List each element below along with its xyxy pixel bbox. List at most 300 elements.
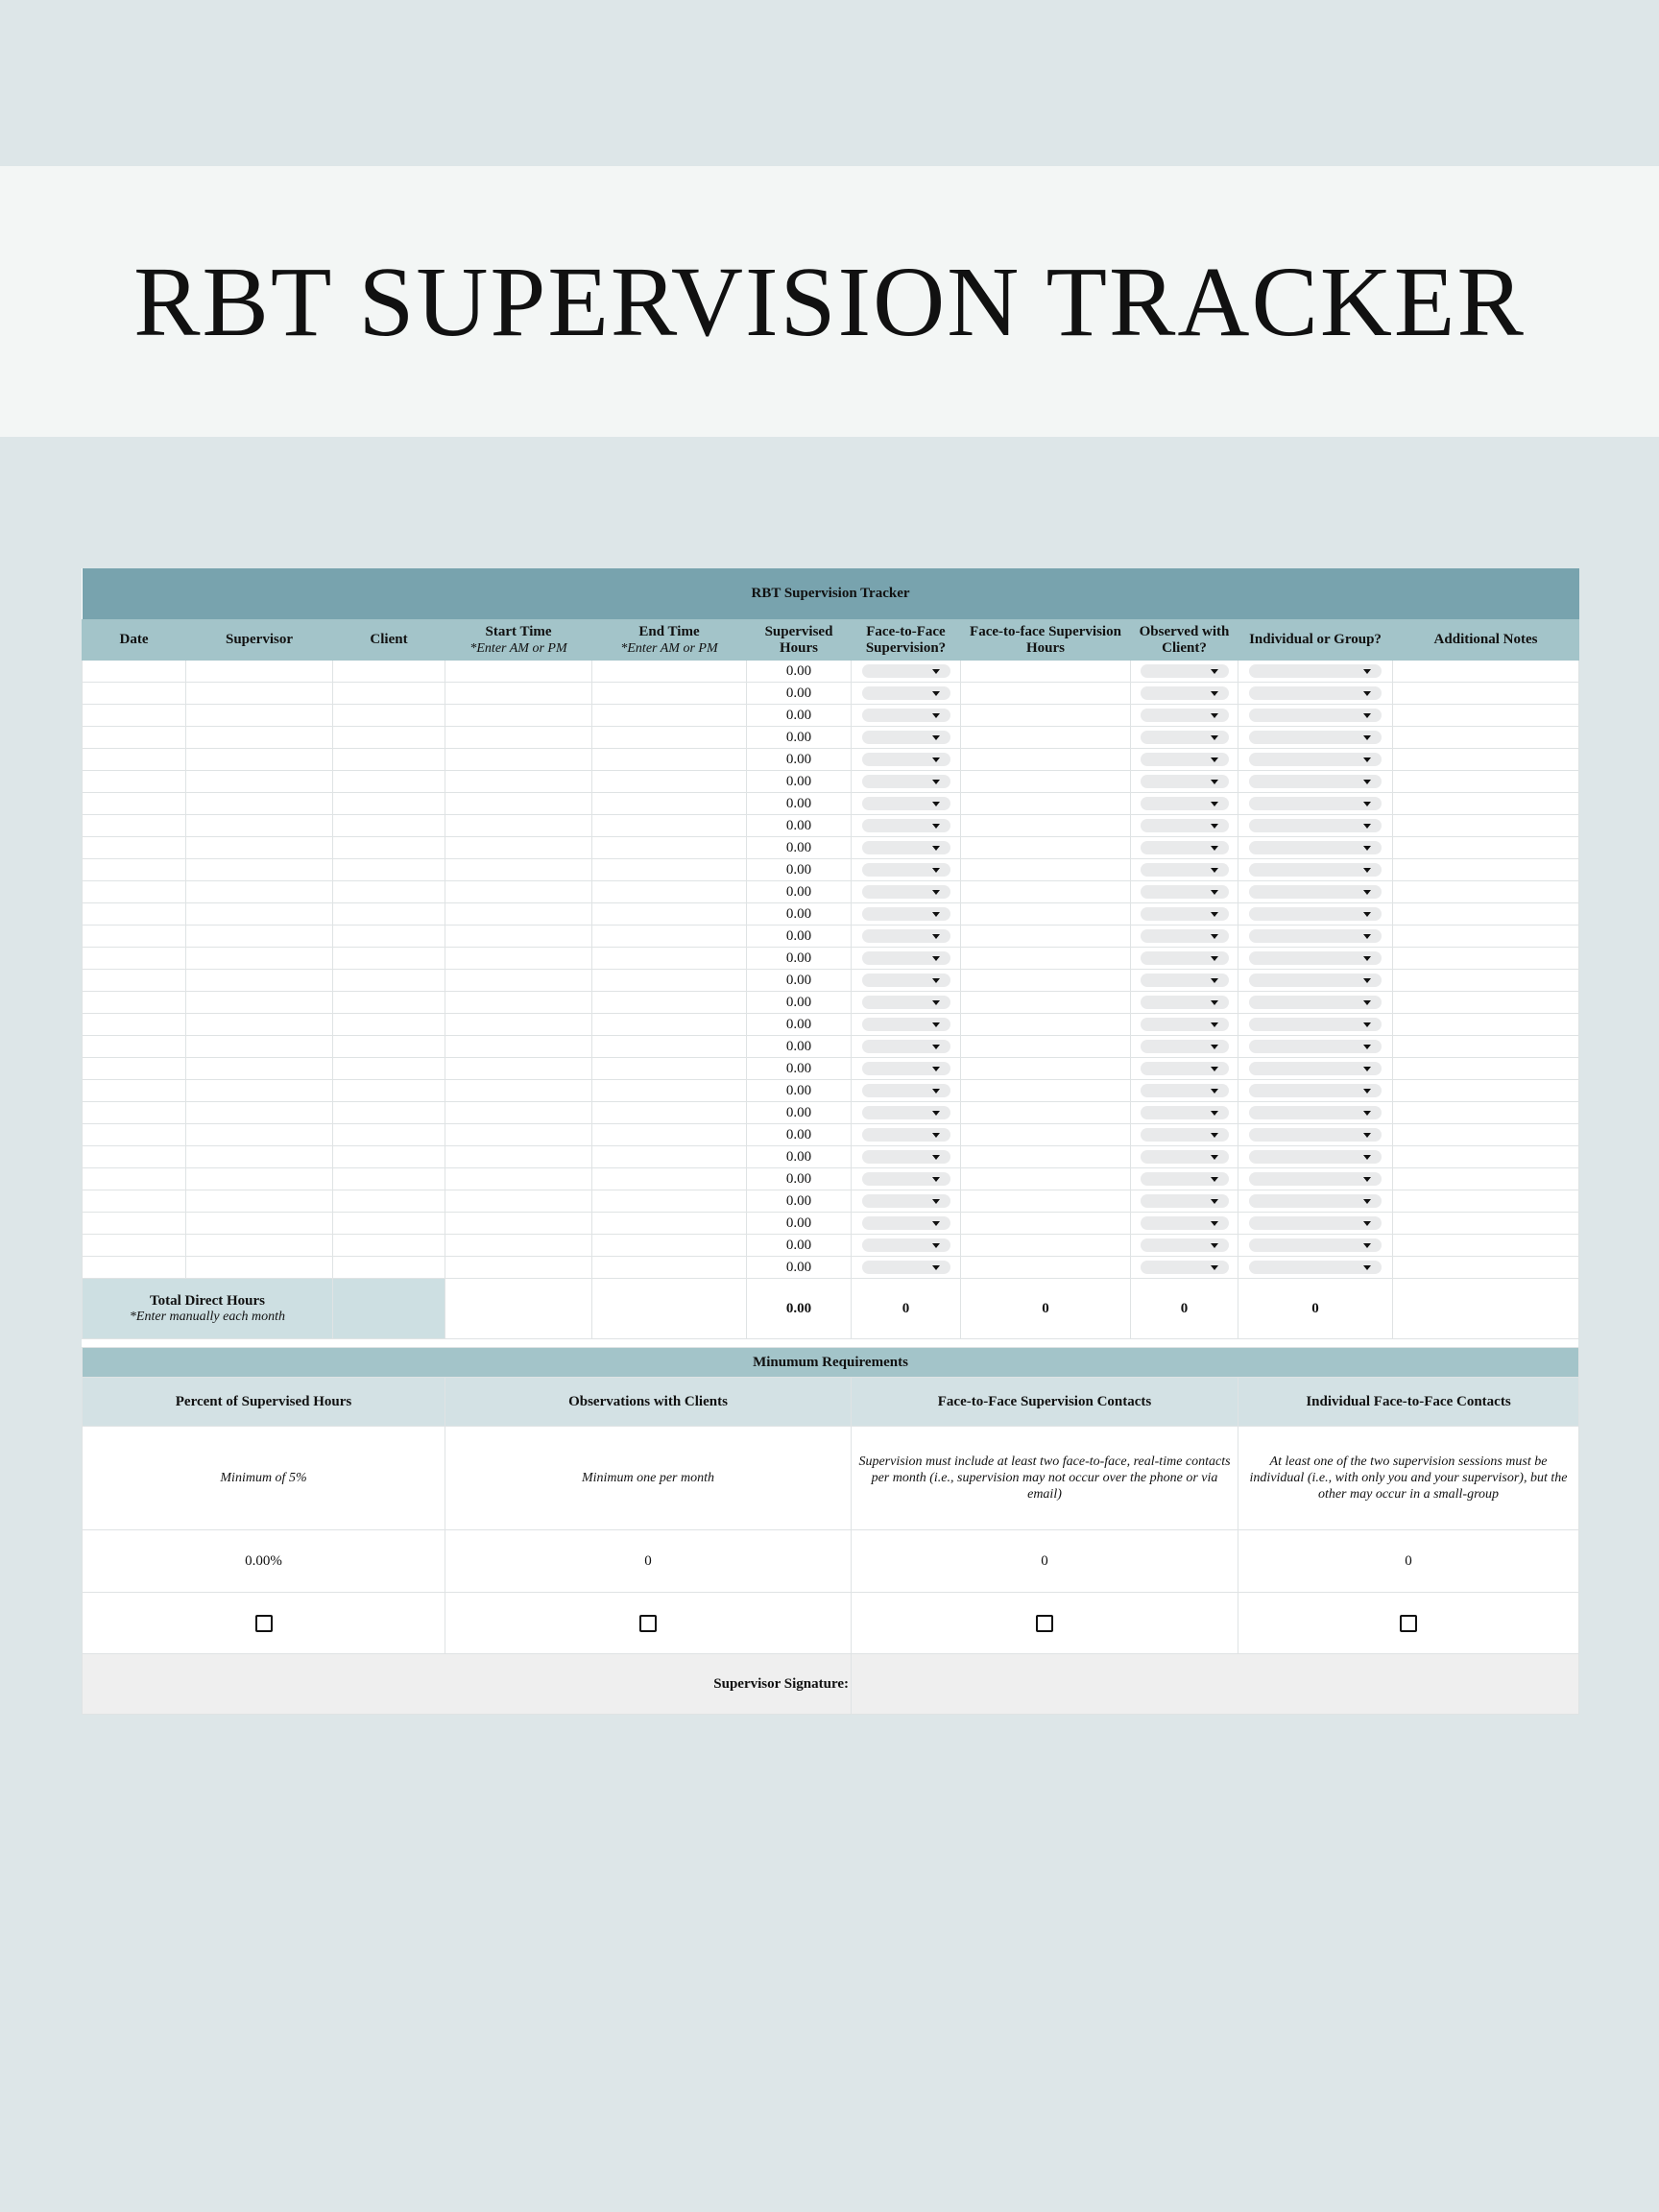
table-cell[interactable] [961, 1235, 1131, 1257]
table-cell[interactable] [83, 926, 186, 948]
table-cell[interactable] [1238, 705, 1393, 727]
table-cell[interactable] [1131, 705, 1238, 727]
dropdown[interactable] [1249, 664, 1382, 678]
table-cell[interactable] [186, 1146, 333, 1168]
table-cell[interactable] [592, 815, 747, 837]
dropdown[interactable] [1141, 1261, 1229, 1274]
dropdown[interactable] [1249, 974, 1382, 987]
table-cell[interactable] [333, 903, 445, 926]
table-cell[interactable] [852, 992, 961, 1014]
table-cell[interactable] [1393, 749, 1579, 771]
table-cell[interactable] [186, 1190, 333, 1213]
table-cell[interactable] [83, 1102, 186, 1124]
dropdown[interactable] [1249, 709, 1382, 722]
table-cell[interactable] [83, 727, 186, 749]
dropdown[interactable] [1249, 885, 1382, 899]
table-cell[interactable] [333, 1058, 445, 1080]
table-cell[interactable] [852, 1190, 961, 1213]
table-cell[interactable] [445, 1146, 592, 1168]
table-cell[interactable] [333, 815, 445, 837]
table-cell[interactable] [333, 749, 445, 771]
table-cell[interactable] [186, 749, 333, 771]
table-cell[interactable] [445, 727, 592, 749]
dropdown[interactable] [1141, 797, 1229, 810]
dropdown[interactable] [1141, 974, 1229, 987]
table-cell[interactable] [1131, 1168, 1238, 1190]
dropdown[interactable] [1249, 1150, 1382, 1164]
dropdown[interactable] [862, 1194, 950, 1208]
table-cell[interactable] [852, 970, 961, 992]
table-cell[interactable] [333, 926, 445, 948]
table-cell[interactable] [445, 683, 592, 705]
table-cell[interactable] [445, 837, 592, 859]
table-cell[interactable] [83, 970, 186, 992]
table-cell[interactable] [1131, 661, 1238, 683]
table-cell[interactable] [333, 727, 445, 749]
dropdown[interactable] [1249, 1216, 1382, 1230]
dropdown[interactable] [862, 929, 950, 943]
table-cell[interactable] [1393, 903, 1579, 926]
table-cell[interactable] [1238, 771, 1393, 793]
table-cell[interactable] [333, 705, 445, 727]
dropdown[interactable] [1141, 841, 1229, 854]
table-cell[interactable] [852, 1146, 961, 1168]
table-cell[interactable] [83, 661, 186, 683]
table-cell[interactable] [333, 1080, 445, 1102]
table-cell[interactable] [1238, 1168, 1393, 1190]
table-cell[interactable] [961, 881, 1131, 903]
table-cell[interactable] [1131, 948, 1238, 970]
table-cell[interactable] [445, 815, 592, 837]
table-cell[interactable] [445, 970, 592, 992]
dropdown[interactable] [1141, 929, 1229, 943]
table-cell[interactable] [852, 926, 961, 948]
table-cell[interactable] [1131, 926, 1238, 948]
table-cell[interactable] [333, 1235, 445, 1257]
table-cell[interactable] [592, 970, 747, 992]
dropdown[interactable] [1141, 907, 1229, 921]
table-cell[interactable] [961, 683, 1131, 705]
table-cell[interactable] [333, 837, 445, 859]
table-cell[interactable] [1131, 1213, 1238, 1235]
dropdown[interactable] [1249, 753, 1382, 766]
dropdown[interactable] [862, 1216, 950, 1230]
dropdown[interactable] [1141, 1040, 1229, 1053]
table-cell[interactable] [592, 992, 747, 1014]
table-cell[interactable] [592, 1257, 747, 1279]
table-cell[interactable] [186, 926, 333, 948]
table-cell[interactable] [961, 793, 1131, 815]
table-cell[interactable] [1131, 837, 1238, 859]
dropdown[interactable] [1249, 1018, 1382, 1031]
table-cell[interactable] [445, 1213, 592, 1235]
table-cell[interactable] [961, 1080, 1131, 1102]
table-cell[interactable] [445, 1235, 592, 1257]
dropdown[interactable] [862, 1128, 950, 1142]
table-cell[interactable] [852, 771, 961, 793]
table-cell[interactable] [1393, 683, 1579, 705]
table-cell[interactable] [592, 903, 747, 926]
table-cell[interactable] [592, 661, 747, 683]
table-cell[interactable] [592, 1146, 747, 1168]
table-cell[interactable] [333, 1036, 445, 1058]
table-cell[interactable] [852, 859, 961, 881]
table-cell[interactable] [186, 1036, 333, 1058]
table-cell[interactable] [852, 1102, 961, 1124]
table-cell[interactable] [961, 705, 1131, 727]
table-cell[interactable] [445, 1190, 592, 1213]
table-cell[interactable] [1131, 1102, 1238, 1124]
table-cell[interactable] [186, 992, 333, 1014]
total-cell[interactable] [592, 1279, 747, 1339]
table-cell[interactable] [1238, 727, 1393, 749]
table-cell[interactable] [1393, 881, 1579, 903]
table-cell[interactable] [592, 749, 747, 771]
table-cell[interactable] [852, 1213, 961, 1235]
table-cell[interactable] [1131, 1146, 1238, 1168]
table-cell[interactable] [961, 1257, 1131, 1279]
table-cell[interactable] [333, 970, 445, 992]
table-cell[interactable] [592, 1080, 747, 1102]
table-cell[interactable] [852, 1257, 961, 1279]
table-cell[interactable] [1131, 1124, 1238, 1146]
requirement-checkbox[interactable] [1400, 1615, 1417, 1632]
table-cell[interactable] [1393, 705, 1579, 727]
table-cell[interactable] [83, 992, 186, 1014]
dropdown[interactable] [1141, 664, 1229, 678]
table-cell[interactable] [1393, 793, 1579, 815]
table-cell[interactable] [852, 1235, 961, 1257]
table-cell[interactable] [1238, 749, 1393, 771]
table-cell[interactable] [1238, 1235, 1393, 1257]
table-cell[interactable] [1238, 1102, 1393, 1124]
dropdown[interactable] [862, 951, 950, 965]
table-cell[interactable] [1238, 793, 1393, 815]
table-cell[interactable] [1131, 1058, 1238, 1080]
total-cell[interactable] [1393, 1279, 1579, 1339]
table-cell[interactable] [961, 771, 1131, 793]
table-cell[interactable] [961, 727, 1131, 749]
dropdown[interactable] [1141, 885, 1229, 899]
table-cell[interactable] [852, 683, 961, 705]
table-cell[interactable] [1131, 1080, 1238, 1102]
dropdown[interactable] [862, 709, 950, 722]
table-cell[interactable] [445, 749, 592, 771]
table-cell[interactable] [83, 705, 186, 727]
table-cell[interactable] [1131, 793, 1238, 815]
table-cell[interactable] [1238, 1257, 1393, 1279]
table-cell[interactable] [592, 1124, 747, 1146]
table-cell[interactable] [333, 1124, 445, 1146]
dropdown[interactable] [862, 907, 950, 921]
table-cell[interactable] [1238, 859, 1393, 881]
table-cell[interactable] [186, 1058, 333, 1080]
table-cell[interactable] [186, 771, 333, 793]
table-cell[interactable] [1131, 815, 1238, 837]
table-cell[interactable] [592, 1168, 747, 1190]
table-cell[interactable] [1238, 1058, 1393, 1080]
table-cell[interactable] [961, 1190, 1131, 1213]
table-cell[interactable] [592, 948, 747, 970]
table-cell[interactable] [1238, 926, 1393, 948]
table-cell[interactable] [1131, 749, 1238, 771]
dropdown[interactable] [862, 1018, 950, 1031]
table-cell[interactable] [592, 1036, 747, 1058]
table-cell[interactable] [445, 881, 592, 903]
table-cell[interactable] [961, 1146, 1131, 1168]
table-cell[interactable] [445, 771, 592, 793]
table-cell[interactable] [1393, 727, 1579, 749]
dropdown[interactable] [862, 775, 950, 788]
table-cell[interactable] [1131, 1235, 1238, 1257]
dropdown[interactable] [1249, 1128, 1382, 1142]
table-cell[interactable] [852, 1014, 961, 1036]
dropdown[interactable] [1249, 819, 1382, 832]
table-cell[interactable] [83, 903, 186, 926]
table-cell[interactable] [186, 683, 333, 705]
table-cell[interactable] [83, 683, 186, 705]
table-cell[interactable] [1238, 992, 1393, 1014]
table-cell[interactable] [852, 1080, 961, 1102]
table-cell[interactable] [852, 705, 961, 727]
table-cell[interactable] [186, 903, 333, 926]
table-cell[interactable] [333, 1257, 445, 1279]
table-cell[interactable] [445, 1014, 592, 1036]
table-cell[interactable] [83, 1213, 186, 1235]
dropdown[interactable] [1249, 841, 1382, 854]
dropdown[interactable] [1249, 863, 1382, 877]
table-cell[interactable] [186, 793, 333, 815]
table-cell[interactable] [1393, 992, 1579, 1014]
table-cell[interactable] [445, 948, 592, 970]
table-cell[interactable] [83, 815, 186, 837]
dropdown[interactable] [862, 1150, 950, 1164]
table-cell[interactable] [1238, 837, 1393, 859]
table-cell[interactable] [1238, 1080, 1393, 1102]
dropdown[interactable] [862, 1172, 950, 1186]
dropdown[interactable] [862, 974, 950, 987]
table-cell[interactable] [186, 1235, 333, 1257]
table-cell[interactable] [592, 1235, 747, 1257]
dropdown[interactable] [1249, 1261, 1382, 1274]
table-cell[interactable] [852, 1124, 961, 1146]
table-cell[interactable] [592, 727, 747, 749]
table-cell[interactable] [186, 837, 333, 859]
table-cell[interactable] [1393, 771, 1579, 793]
table-cell[interactable] [186, 705, 333, 727]
table-cell[interactable] [852, 749, 961, 771]
table-cell[interactable] [1238, 1213, 1393, 1235]
dropdown[interactable] [862, 1106, 950, 1119]
table-cell[interactable] [961, 1014, 1131, 1036]
dropdown[interactable] [1249, 1194, 1382, 1208]
signature-field[interactable] [852, 1654, 1579, 1715]
table-cell[interactable] [1393, 1257, 1579, 1279]
table-cell[interactable] [445, 1168, 592, 1190]
dropdown[interactable] [862, 753, 950, 766]
table-cell[interactable] [83, 1235, 186, 1257]
table-cell[interactable] [445, 661, 592, 683]
dropdown[interactable] [1141, 819, 1229, 832]
table-cell[interactable] [333, 793, 445, 815]
table-cell[interactable] [1393, 1190, 1579, 1213]
table-cell[interactable] [1393, 1080, 1579, 1102]
table-cell[interactable] [333, 859, 445, 881]
table-cell[interactable] [186, 881, 333, 903]
table-cell[interactable] [1238, 1190, 1393, 1213]
table-cell[interactable] [1131, 727, 1238, 749]
table-cell[interactable] [83, 881, 186, 903]
table-cell[interactable] [852, 881, 961, 903]
table-cell[interactable] [186, 727, 333, 749]
dropdown[interactable] [1141, 731, 1229, 744]
table-cell[interactable] [1131, 771, 1238, 793]
dropdown[interactable] [1141, 1172, 1229, 1186]
table-cell[interactable] [1131, 1036, 1238, 1058]
table-cell[interactable] [445, 1124, 592, 1146]
table-cell[interactable] [83, 837, 186, 859]
table-cell[interactable] [1393, 970, 1579, 992]
table-cell[interactable] [592, 1190, 747, 1213]
table-cell[interactable] [1131, 970, 1238, 992]
totals-client-cell[interactable] [333, 1279, 445, 1339]
table-cell[interactable] [852, 727, 961, 749]
dropdown[interactable] [1249, 907, 1382, 921]
table-cell[interactable] [1238, 970, 1393, 992]
table-cell[interactable] [961, 948, 1131, 970]
dropdown[interactable] [862, 1040, 950, 1053]
dropdown[interactable] [862, 863, 950, 877]
table-cell[interactable] [445, 1058, 592, 1080]
table-cell[interactable] [1131, 1257, 1238, 1279]
table-cell[interactable] [333, 992, 445, 1014]
table-cell[interactable] [1393, 1124, 1579, 1146]
dropdown[interactable] [862, 819, 950, 832]
table-cell[interactable] [445, 992, 592, 1014]
table-cell[interactable] [83, 1168, 186, 1190]
table-cell[interactable] [961, 1058, 1131, 1080]
dropdown[interactable] [1249, 731, 1382, 744]
dropdown[interactable] [1141, 709, 1229, 722]
table-cell[interactable] [186, 1014, 333, 1036]
dropdown[interactable] [1249, 797, 1382, 810]
table-cell[interactable] [1393, 926, 1579, 948]
table-cell[interactable] [83, 1146, 186, 1168]
table-cell[interactable] [1393, 859, 1579, 881]
table-cell[interactable] [186, 970, 333, 992]
table-cell[interactable] [852, 661, 961, 683]
dropdown[interactable] [1249, 1062, 1382, 1075]
table-cell[interactable] [1238, 1014, 1393, 1036]
table-cell[interactable] [852, 815, 961, 837]
table-cell[interactable] [186, 815, 333, 837]
table-cell[interactable] [445, 859, 592, 881]
table-cell[interactable] [1393, 1014, 1579, 1036]
dropdown[interactable] [1141, 1194, 1229, 1208]
table-cell[interactable] [592, 881, 747, 903]
table-cell[interactable] [592, 705, 747, 727]
table-cell[interactable] [1393, 1058, 1579, 1080]
table-cell[interactable] [592, 771, 747, 793]
table-cell[interactable] [1131, 1190, 1238, 1213]
table-cell[interactable] [592, 1014, 747, 1036]
table-cell[interactable] [592, 837, 747, 859]
table-cell[interactable] [186, 1080, 333, 1102]
dropdown[interactable] [1249, 1106, 1382, 1119]
table-cell[interactable] [333, 1102, 445, 1124]
dropdown[interactable] [1249, 775, 1382, 788]
dropdown[interactable] [1249, 951, 1382, 965]
table-cell[interactable] [83, 749, 186, 771]
table-cell[interactable] [1393, 1102, 1579, 1124]
table-cell[interactable] [1238, 1124, 1393, 1146]
table-cell[interactable] [445, 1036, 592, 1058]
table-cell[interactable] [852, 1168, 961, 1190]
table-cell[interactable] [333, 771, 445, 793]
table-cell[interactable] [852, 793, 961, 815]
table-cell[interactable] [1393, 661, 1579, 683]
dropdown[interactable] [1249, 1040, 1382, 1053]
dropdown[interactable] [1249, 1172, 1382, 1186]
table-cell[interactable] [333, 1213, 445, 1235]
table-cell[interactable] [1393, 1168, 1579, 1190]
dropdown[interactable] [1141, 996, 1229, 1009]
table-cell[interactable] [83, 1036, 186, 1058]
table-cell[interactable] [186, 661, 333, 683]
table-cell[interactable] [333, 683, 445, 705]
table-cell[interactable] [961, 1168, 1131, 1190]
table-cell[interactable] [961, 837, 1131, 859]
table-cell[interactable] [445, 1080, 592, 1102]
dropdown[interactable] [1141, 1018, 1229, 1031]
table-cell[interactable] [592, 793, 747, 815]
table-cell[interactable] [1238, 1146, 1393, 1168]
dropdown[interactable] [1141, 1238, 1229, 1252]
table-cell[interactable] [1393, 1146, 1579, 1168]
dropdown[interactable] [1141, 1216, 1229, 1230]
table-cell[interactable] [186, 1168, 333, 1190]
table-cell[interactable] [83, 1058, 186, 1080]
table-cell[interactable] [333, 881, 445, 903]
table-cell[interactable] [83, 859, 186, 881]
total-cell[interactable] [445, 1279, 592, 1339]
dropdown[interactable] [862, 686, 950, 700]
table-cell[interactable] [83, 771, 186, 793]
dropdown[interactable] [1249, 929, 1382, 943]
dropdown[interactable] [862, 996, 950, 1009]
table-cell[interactable] [1131, 881, 1238, 903]
table-cell[interactable] [1238, 661, 1393, 683]
table-cell[interactable] [1393, 1036, 1579, 1058]
dropdown[interactable] [1141, 1106, 1229, 1119]
dropdown[interactable] [1249, 686, 1382, 700]
dropdown[interactable] [1141, 753, 1229, 766]
dropdown[interactable] [1141, 686, 1229, 700]
table-cell[interactable] [186, 1213, 333, 1235]
table-cell[interactable] [1238, 1036, 1393, 1058]
table-cell[interactable] [852, 903, 961, 926]
dropdown[interactable] [862, 664, 950, 678]
table-cell[interactable] [83, 1257, 186, 1279]
table-cell[interactable] [333, 1146, 445, 1168]
dropdown[interactable] [862, 731, 950, 744]
table-cell[interactable] [1238, 683, 1393, 705]
table-cell[interactable] [333, 1168, 445, 1190]
table-cell[interactable] [1131, 683, 1238, 705]
table-cell[interactable] [83, 1124, 186, 1146]
requirement-checkbox[interactable] [255, 1615, 273, 1632]
dropdown[interactable] [1141, 1062, 1229, 1075]
